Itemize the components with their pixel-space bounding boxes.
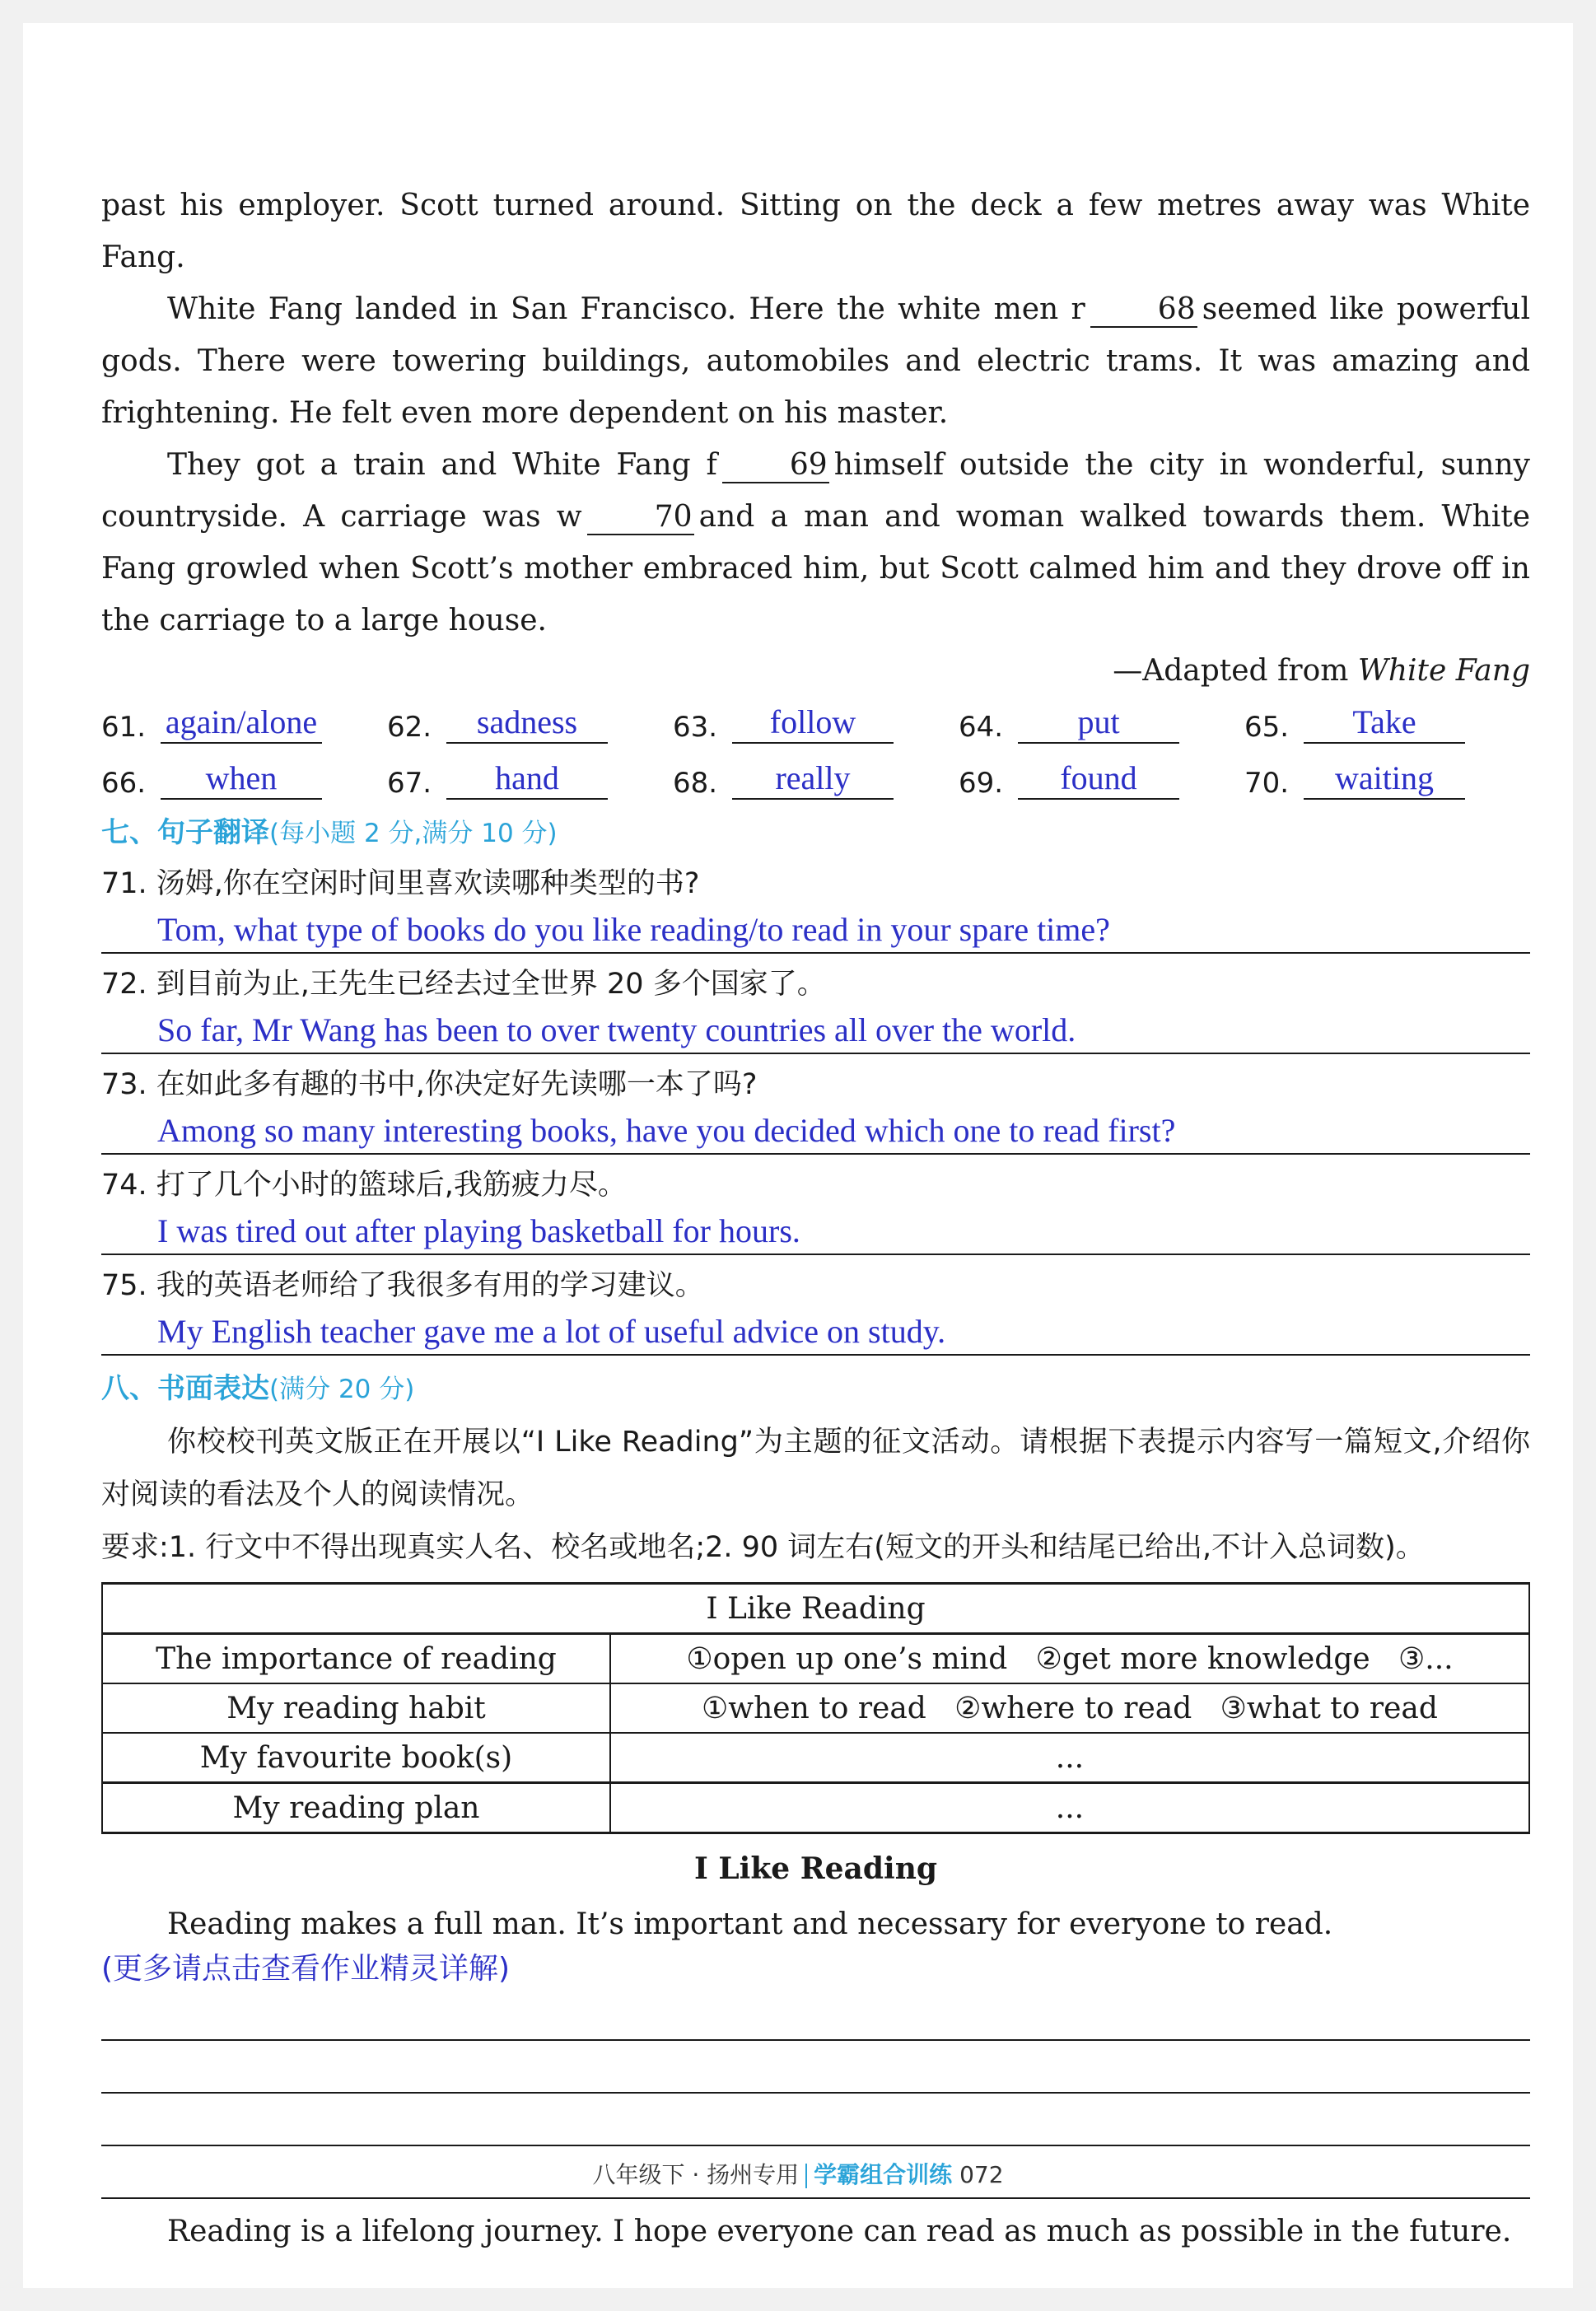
answer-english: Tom, what type of books do you like reading/to read in your spare time? — [101, 908, 1530, 954]
answer-value: when — [161, 759, 322, 800]
passage-text: seemed like powerful gods. There were towering buildings, automobiles and electric trams. It was amazing and frightening. He felt even more dependent on his master. — [101, 292, 1530, 430]
answer-number: 61. — [101, 711, 147, 744]
passage-text: himself outside the city in wonderful, sunny countryside. A carriage was w — [101, 448, 1530, 534]
footer-brand: 学霸组合训练 — [814, 2161, 953, 2188]
question-chinese: 74. 打了几个小时的篮球后,我筋疲力尽。 — [101, 1169, 627, 1202]
more-details-link[interactable]: (更多请点击查看作业精灵详解) — [101, 1952, 511, 1986]
passage-source — [101, 647, 1530, 696]
blank-68: 68 — [1090, 293, 1197, 328]
section-note: (满分 20 分) — [269, 1375, 415, 1404]
answer-number: 66. — [101, 767, 147, 800]
section-8-title — [101, 1362, 1530, 1416]
writing-line — [101, 2041, 1530, 2094]
answer-number: 65. — [1244, 711, 1290, 744]
answer-number: 69. — [959, 767, 1004, 800]
table-row — [102, 1783, 1529, 1833]
answer-item — [387, 757, 673, 800]
table-row — [102, 1683, 1529, 1733]
section-note: (每小题 2 分,满分 10 分) — [269, 819, 558, 848]
answer-value: really — [732, 759, 894, 800]
answer-item — [673, 757, 959, 800]
answer-english: So far, Mr Wang has been to over twenty countries all over the world. — [101, 1008, 1530, 1054]
row-content: ... — [610, 1783, 1529, 1833]
section-title-text: 七、句子翻译 — [101, 816, 269, 849]
row-content: ①when to read ②where to read ③what to read — [610, 1683, 1529, 1733]
row-content: ①open up one’s mind ②get more knowledge ③... — [610, 1634, 1529, 1684]
question-chinese: 75. 我的英语老师给了我很多有用的学习建议。 — [101, 1269, 704, 1302]
answer-value: waiting — [1304, 759, 1465, 800]
row-content: ... — [610, 1733, 1529, 1783]
answer-item — [1244, 701, 1530, 744]
writing-requirement: 要求:1. 行文中不得出现真实人名、校名或地名;2. 90 词左右(短文的开头和结尾已给出,不计入总词数)。 — [101, 1531, 1425, 1564]
answer-english: Among so many interesting books, have you decided which one to read first? — [101, 1109, 1530, 1155]
passage-text: White Fang landed in San Francisco. Here the white men r — [167, 292, 1085, 326]
worksheet-page — [23, 23, 1573, 2288]
writing-line — [101, 1988, 1530, 2041]
essay-title: I Like Reading — [693, 1851, 938, 1886]
translation-question — [101, 1061, 1530, 1155]
translation-question — [101, 1161, 1530, 1255]
passage-paragraph-3 — [101, 439, 1530, 647]
passage-text: They got a train and White Fang f — [167, 448, 717, 482]
table-row — [102, 1634, 1529, 1684]
answer-value: put — [1018, 703, 1179, 744]
page-number: 072 — [959, 2161, 1004, 2188]
answer-value: again/alone — [161, 703, 322, 744]
blank-70: 70 — [587, 501, 694, 535]
answer-value: follow — [732, 703, 894, 744]
passage-text: past his employer. Scott turned around. Sitting on the deck a few metres away was White Fang. — [101, 189, 1530, 274]
row-label: My reading habit — [102, 1683, 610, 1733]
blank-69: 69 — [722, 449, 829, 483]
page-content — [101, 180, 1530, 2257]
answer-value: hand — [446, 759, 608, 800]
answer-item — [673, 701, 959, 744]
answer-item — [101, 701, 387, 744]
footer-grade: 八年级下 · 扬州专用 — [592, 2161, 800, 2188]
translation-question — [101, 960, 1530, 1054]
answer-number: 70. — [1244, 767, 1290, 800]
footer-divider — [805, 2164, 807, 2188]
writing-prompt: 你校校刊英文版正在开展以“I Like Reading”为主题的征文活动。请根据下表提示内容写一篇短文,介绍你对阅读的看法及个人的阅读情况。 — [101, 1426, 1530, 1511]
row-label: My reading plan — [102, 1783, 610, 1833]
question-chinese: 71. 汤姆,你在空闲时间里喜欢读哪种类型的书? — [101, 867, 700, 900]
answer-value: Take — [1304, 703, 1465, 744]
source-title: White Fang — [1357, 654, 1530, 688]
row-label: The importance of reading — [102, 1634, 610, 1684]
passage-text: and a man and woman walked towards them. White Fang growled when Scott’s mother embraced him, but Scott calmed him and they drove off in the carriage to a large house. — [101, 500, 1530, 637]
passage-paragraph-1 — [101, 180, 1530, 283]
writing-line — [101, 2094, 1530, 2146]
answer-value: found — [1018, 759, 1179, 800]
answer-item — [959, 757, 1244, 800]
source-prefix: —Adapted from — [1113, 654, 1349, 688]
answer-grid — [101, 701, 1530, 800]
essay-opening: Reading makes a full man. It’s important and necessary for everyone to read. — [167, 1907, 1333, 1941]
answer-item — [101, 757, 387, 800]
answer-item — [1244, 757, 1530, 800]
translation-question — [101, 860, 1530, 954]
passage-paragraph-2 — [101, 283, 1530, 439]
answer-number: 64. — [959, 711, 1004, 744]
answer-value: sadness — [446, 703, 608, 744]
answer-number: 62. — [387, 711, 432, 744]
outline-table — [101, 1582, 1530, 1834]
page-footer — [23, 2157, 1573, 2190]
question-chinese: 72. 到目前为止,王先生已经去过全世界 20 多个国家了。 — [101, 968, 826, 1001]
question-chinese: 73. 在如此多有趣的书中,你决定好先读哪一本了吗? — [101, 1068, 758, 1101]
answer-english: I was tired out after playing basketball for hours. — [101, 1209, 1530, 1255]
row-label: My favourite book(s) — [102, 1733, 610, 1783]
table-row — [102, 1733, 1529, 1783]
answer-number: 63. — [673, 711, 718, 744]
essay-closing: Reading is a lifelong journey. I hope everyone can read as much as possible in the future. — [167, 2215, 1512, 2248]
table-header: I Like Reading — [102, 1584, 1529, 1634]
translation-question — [101, 1262, 1530, 1356]
section-7-title — [101, 806, 1530, 860]
section-title-text: 八、书面表达 — [101, 1372, 269, 1405]
answer-number: 67. — [387, 767, 432, 800]
answer-item — [387, 701, 673, 744]
answer-english: My English teacher gave me a lot of useful advice on study. — [101, 1310, 1530, 1356]
answer-item — [959, 701, 1244, 744]
answer-number: 68. — [673, 767, 718, 800]
